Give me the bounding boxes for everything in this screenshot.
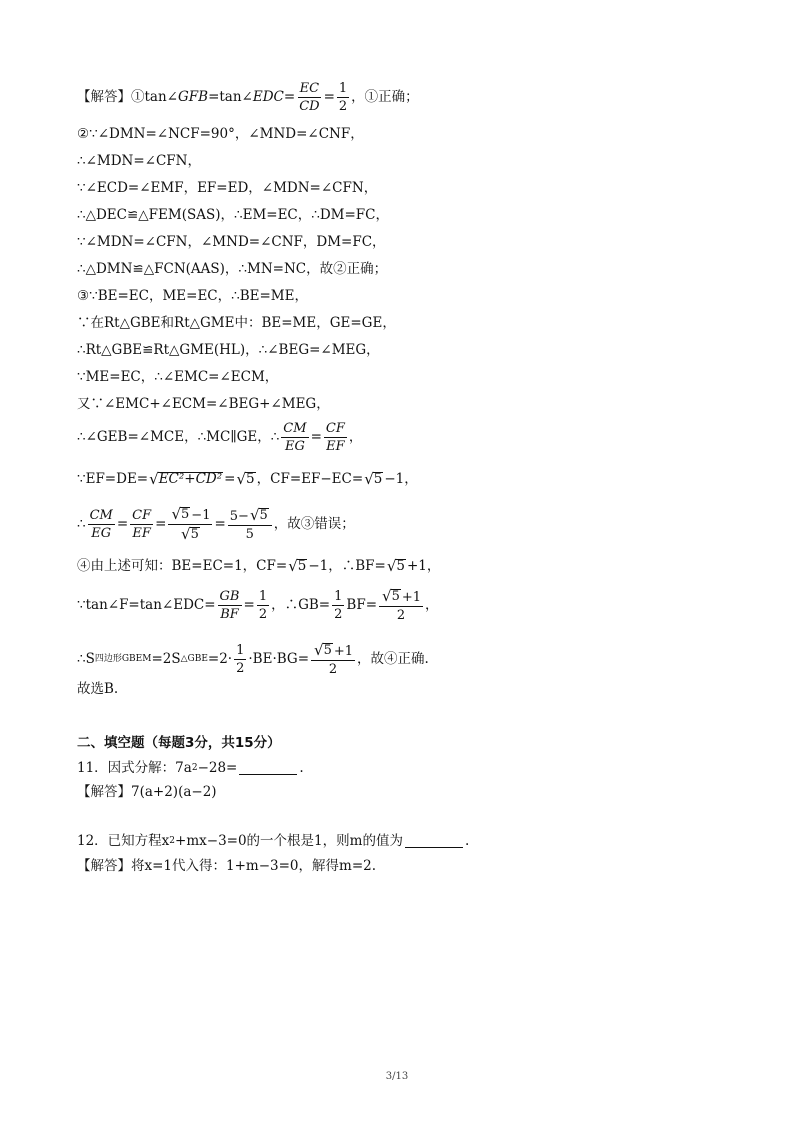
superscript: 2 bbox=[191, 763, 198, 774]
text: −1， bbox=[384, 470, 418, 487]
answer-blank bbox=[405, 835, 463, 848]
text: EDC bbox=[252, 88, 284, 105]
fraction bbox=[218, 590, 242, 621]
solution-line-2 bbox=[77, 128, 364, 142]
text: BF= bbox=[346, 596, 378, 613]
text: ③∵BE=EC，ME=EC，∴BE=ME， bbox=[77, 288, 308, 304]
text: ∴△DEC≌△FEM(SAS)，∴EM=EC，∴DM=FC， bbox=[77, 207, 390, 223]
solution-line-7 bbox=[77, 263, 387, 277]
section-title bbox=[77, 737, 281, 751]
denominator: 5 bbox=[245, 527, 254, 542]
numerator bbox=[311, 643, 355, 661]
solution-line-12 bbox=[77, 398, 330, 412]
text: +mx−3=0的一个根是1，则m的值为 bbox=[175, 833, 403, 849]
question-12 bbox=[77, 835, 469, 849]
text: 【解答】7(a+2)(a−2) bbox=[77, 784, 217, 800]
text: 故选B. bbox=[77, 681, 119, 697]
radicand: 5 bbox=[396, 558, 405, 574]
fraction bbox=[281, 422, 308, 453]
text: = bbox=[214, 515, 226, 532]
solution-line-5 bbox=[77, 209, 389, 223]
text: −1 bbox=[191, 508, 211, 523]
sqrt-symbol: √ 5 bbox=[382, 587, 400, 605]
radicand: 5 bbox=[190, 527, 199, 542]
denominator: 2 bbox=[236, 661, 245, 676]
fraction bbox=[228, 508, 272, 541]
numerator: EC bbox=[299, 81, 320, 96]
text: +1 bbox=[333, 644, 354, 659]
radicand: 5 bbox=[246, 471, 255, 487]
text: = bbox=[116, 515, 129, 532]
answer-blank bbox=[239, 762, 297, 775]
text: −28= bbox=[197, 760, 238, 776]
fraction bbox=[88, 509, 115, 540]
text: ∵∠ECD=∠EMF，EF=ED，∠MDN=∠CFN， bbox=[77, 180, 378, 196]
text: ∴Rt△GBE≌Rt△GME(HL)，∴∠BEG=∠MEG， bbox=[77, 342, 380, 358]
sqrt-symbol: √ 5 bbox=[364, 470, 383, 488]
solution-line-10 bbox=[77, 344, 380, 358]
text: = bbox=[310, 428, 322, 445]
denominator: BF bbox=[220, 607, 239, 622]
text: = bbox=[283, 88, 296, 105]
sqrt-symbol: √ 5 bbox=[288, 557, 307, 575]
fraction bbox=[379, 589, 423, 622]
text: ，故④正确. bbox=[357, 650, 429, 667]
text: ， bbox=[348, 428, 363, 445]
radicand: 5 bbox=[297, 558, 307, 574]
text: = bbox=[224, 470, 236, 487]
solution-line-8 bbox=[77, 290, 308, 304]
fraction bbox=[337, 82, 349, 113]
text: 5− bbox=[229, 509, 249, 524]
fraction bbox=[130, 509, 153, 540]
denominator: 2 bbox=[334, 607, 343, 622]
answer-11 bbox=[77, 786, 217, 800]
numerator: 1 bbox=[334, 589, 343, 604]
sqrt-symbol: √ 5 bbox=[249, 506, 268, 524]
radicand: 5 bbox=[391, 589, 400, 604]
text: 12．已知方程x bbox=[77, 833, 170, 849]
subscript: 四边形GBEM bbox=[94, 654, 152, 664]
text: . bbox=[299, 760, 304, 776]
numerator: CM bbox=[283, 421, 307, 436]
text: ， bbox=[425, 596, 439, 613]
denominator: CD bbox=[299, 99, 320, 114]
solution-line-14 bbox=[77, 472, 418, 487]
text: 又∵∠EMC+∠ECM=∠BEG+∠MEG， bbox=[77, 396, 330, 412]
denominator: 2 bbox=[338, 99, 348, 114]
text: GFB bbox=[177, 88, 209, 105]
solution-line-6 bbox=[77, 236, 386, 250]
radicand: 5 bbox=[323, 643, 332, 658]
text: = bbox=[323, 88, 335, 105]
numerator: CF bbox=[325, 421, 345, 436]
fraction bbox=[324, 422, 347, 453]
subscript: △GBE bbox=[180, 654, 208, 664]
solution-line-13 bbox=[77, 422, 362, 453]
text: 【解答】①tan∠ bbox=[77, 88, 178, 105]
sqrt-symbol: √ 5 bbox=[171, 505, 190, 523]
sqrt-symbol: √ 5 bbox=[386, 557, 405, 575]
text: ∵∠MDN=∠CFN，∠MND=∠CNF，DM=FC， bbox=[77, 234, 386, 250]
text: ，CF=EF−EC= bbox=[256, 470, 364, 487]
text: = bbox=[155, 515, 167, 532]
text: ∴S bbox=[77, 650, 95, 667]
text: ，故③错误； bbox=[273, 515, 355, 532]
text: −1，∴BF= bbox=[308, 557, 386, 574]
sqrt-symbol: √ 5 bbox=[236, 470, 255, 488]
numerator bbox=[168, 507, 212, 525]
radicand: 5 bbox=[259, 508, 268, 523]
numerator: 1 bbox=[236, 643, 245, 658]
radicand: 5 bbox=[181, 507, 190, 522]
solution-line-11 bbox=[77, 371, 278, 385]
solution-line-15 bbox=[77, 507, 355, 542]
solution-line-16 bbox=[77, 559, 440, 574]
text: ∴ bbox=[77, 515, 86, 532]
text: ∵EF=DE= bbox=[77, 470, 149, 487]
solution-line-3 bbox=[77, 155, 201, 169]
fraction bbox=[297, 82, 321, 113]
numerator bbox=[228, 508, 272, 526]
text: +1 bbox=[401, 590, 422, 605]
text: +1， bbox=[407, 557, 441, 574]
text: = bbox=[243, 596, 255, 613]
text: ②∵∠DMN=∠NCF=90°，∠MND=∠CNF， bbox=[77, 126, 364, 142]
text: ·BE·BG= bbox=[248, 650, 309, 667]
fraction bbox=[168, 507, 212, 542]
denominator: 2 bbox=[258, 607, 268, 622]
text: ∵tan∠F=tan∠EDC= bbox=[77, 596, 216, 613]
page-number: 3/13 bbox=[385, 1071, 409, 1082]
sqrt-symbol: √ 5 bbox=[314, 641, 332, 659]
text: ，①正确； bbox=[351, 88, 419, 105]
answer-12 bbox=[77, 860, 376, 874]
text: ④由上述可知：BE=EC=1，CF= bbox=[77, 557, 288, 574]
solution-line-1 bbox=[77, 82, 419, 113]
solution-line-17 bbox=[77, 589, 439, 622]
question-11 bbox=[77, 762, 304, 776]
sqrt-symbol: √ 5 bbox=[181, 525, 199, 543]
numerator: CF bbox=[132, 508, 152, 523]
solution-line-9 bbox=[77, 317, 396, 331]
text: ∴∠MDN=∠CFN， bbox=[77, 153, 201, 169]
denominator: EG bbox=[284, 439, 305, 454]
denominator bbox=[178, 525, 203, 542]
numerator bbox=[379, 589, 423, 607]
text: ∵在Rt△GBE和Rt△GME中：BE=ME，GE=GE， bbox=[77, 315, 396, 331]
numerator: GB bbox=[219, 589, 240, 604]
text: ∵ME=EC，∴∠EMC=∠ECM， bbox=[77, 369, 279, 385]
text: ，∴GB= bbox=[271, 596, 331, 613]
numerator: 1 bbox=[338, 81, 348, 96]
text: =2S bbox=[151, 650, 181, 667]
fraction bbox=[234, 644, 246, 675]
radicand: EC²+CD² bbox=[158, 471, 223, 487]
text: . bbox=[464, 833, 470, 849]
text: =2· bbox=[207, 650, 233, 667]
text: 二、填空题（每题3分，共15分） bbox=[77, 735, 281, 751]
radicand: 5 bbox=[373, 471, 383, 487]
denominator: EG bbox=[91, 526, 112, 541]
denominator: EF bbox=[326, 439, 345, 454]
text: ∴△DMN≌△FCN(AAS)，∴MN=NC，故②正确； bbox=[77, 261, 388, 277]
sqrt-symbol: √ EC²+CD² bbox=[149, 470, 223, 488]
fraction bbox=[332, 590, 344, 621]
denominator: 2 bbox=[396, 608, 406, 623]
fraction bbox=[257, 590, 269, 621]
solution-line-19 bbox=[77, 683, 118, 697]
text: 【解答】将x=1代入得：1+m−3=0，解得m=2. bbox=[77, 858, 377, 874]
numerator: 1 bbox=[258, 589, 268, 604]
denominator: EF bbox=[132, 526, 151, 541]
fraction bbox=[311, 643, 355, 676]
denominator: 2 bbox=[328, 662, 338, 677]
superscript: 2 bbox=[169, 836, 176, 847]
text: 11．因式分解：7a bbox=[77, 760, 192, 776]
text: ∴∠GEB=∠MCE，∴MC∥GE，∴ bbox=[77, 428, 280, 445]
numerator: CM bbox=[89, 508, 113, 523]
text: =tan∠ bbox=[208, 88, 253, 105]
solution-line-18 bbox=[77, 643, 429, 676]
solution-line-4 bbox=[77, 182, 377, 196]
